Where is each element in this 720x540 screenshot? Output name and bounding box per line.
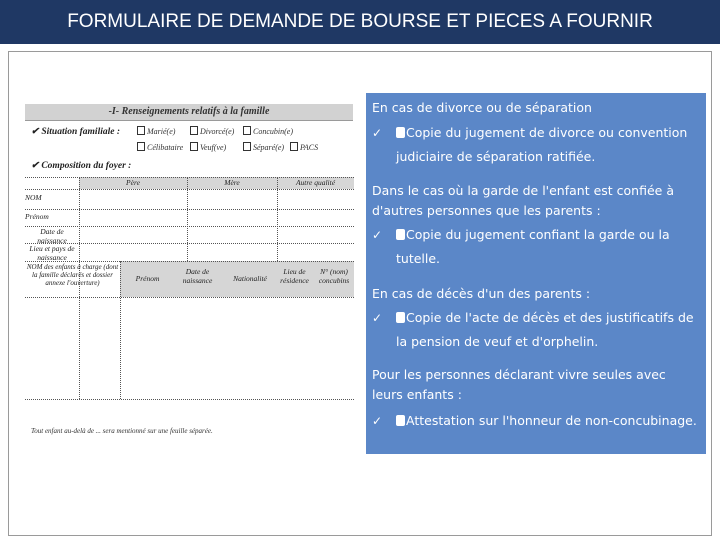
check-icon: ✓ [372, 126, 383, 140]
option-separe: Séparé(e) [243, 142, 284, 152]
missing-glyph-icon [396, 312, 405, 323]
form-footer-note: Tout enfant au-delà de ... sera mentionné sur une feuille séparée. [31, 427, 213, 435]
scanned-form-image [25, 104, 355, 440]
check-icon: ✓ [372, 311, 383, 325]
item-divorce [372, 121, 702, 169]
row-date-naissance: Date de naissance [37, 227, 67, 245]
check-icon: ✓ [372, 228, 383, 242]
option-divorce: Divorcé(e) [190, 126, 234, 136]
child-col-prenom: Prénom [135, 274, 160, 283]
option-marie: Marié(e) [137, 126, 175, 136]
children-label: NOM des enfants à charge (dont la famille déclarés et dossier annexe l'ouverture) [26, 263, 119, 287]
child-col-residence: Lieu de résidence [280, 267, 309, 285]
missing-glyph-icon [396, 127, 405, 138]
row-prenom: Prénom [25, 212, 49, 221]
slide-title: FORMULAIRE DE DEMANDE DE BOURSE ET PIECES A FOURNIR [0, 0, 720, 44]
item-deces-text: Copie de l'acte de décès et des justificatifs de la pension de veuf et d'orphelin. [396, 310, 694, 349]
section-garde-heading: Dans le cas où la garde de l'enfant est confiée à d'autres personnes que les parents : [372, 183, 674, 218]
composition-label: ✔ Composition du foyer : [31, 161, 132, 171]
section-deces-heading: En cas de décès d'un des parents : [372, 286, 591, 301]
missing-glyph-icon [396, 229, 405, 240]
option-celibataire: Célibataire [137, 142, 183, 152]
section-divorce-heading: En cas de divorce ou de séparation [372, 100, 592, 115]
option-concubin: Concubin(e) [243, 126, 293, 136]
missing-glyph-icon [396, 415, 405, 426]
household-table [25, 177, 354, 399]
situation-label: ✔ Situation familiale : [31, 127, 120, 137]
item-divorce-text: Copie du jugement de divorce ou convention judiciaire de séparation ratifiée. [396, 125, 688, 164]
item-seuls [372, 409, 702, 457]
option-pacs: PACS [290, 142, 318, 152]
col-pere: Père [126, 178, 140, 187]
item-garde [372, 223, 702, 271]
child-col-nationalite: Nationalité [233, 274, 267, 283]
row-lieu-naissance: Lieu et pays de naissance [29, 244, 75, 262]
form-section-title: -I- Renseignements relatifs à la famille [25, 104, 353, 121]
item-deces [372, 306, 702, 354]
col-autre: Autre qualité [295, 178, 336, 187]
item-seuls-text: Attestation sur l'honneur de non-concubinage. [406, 413, 697, 428]
documents-panel [366, 93, 706, 454]
section-seuls-heading: Pour les personnes déclarant vivre seules avec leurs enfants : [372, 367, 666, 402]
option-veuf: Veuf(ve) [190, 142, 226, 152]
item-garde-text: Copie du jugement confiant la garde ou la tutelle. [396, 227, 670, 266]
row-nom: NOM [25, 193, 42, 202]
child-col-date: Date de naissance [182, 267, 213, 285]
check-icon: ✓ [372, 414, 383, 428]
col-mere: Mère [224, 178, 240, 187]
child-col-concubins: N° (nom) concubins [318, 267, 350, 285]
